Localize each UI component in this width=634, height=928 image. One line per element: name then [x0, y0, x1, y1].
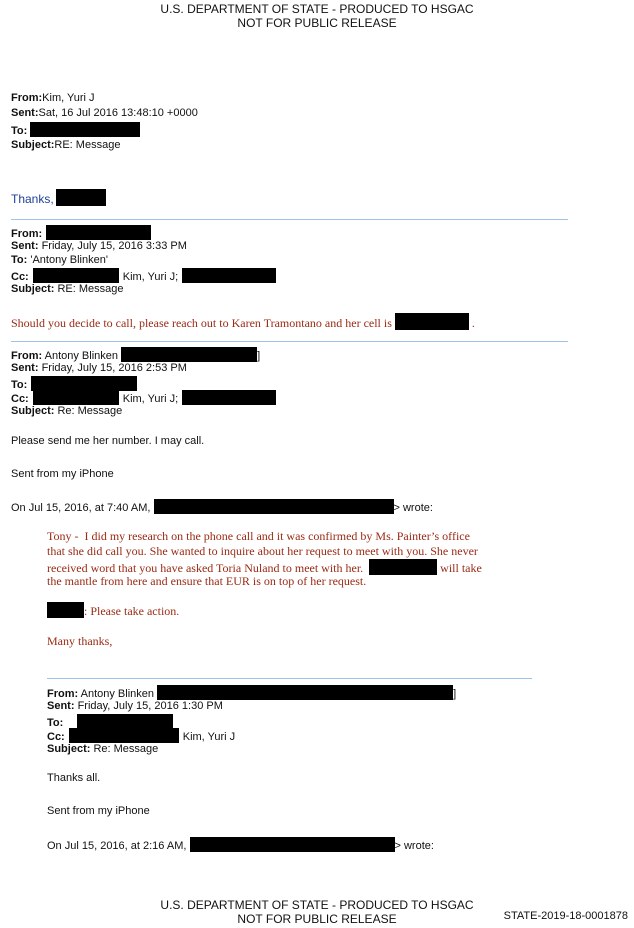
redaction-box — [121, 347, 257, 362]
quoted-para-1-line-1 — [47, 529, 470, 544]
email1-subject — [11, 139, 120, 152]
sent-value: Friday, July 15, 2016 2:53 PM — [41, 362, 187, 374]
from-label: From: — [11, 92, 43, 104]
document-number: STATE-2019-18-0001878 — [503, 910, 628, 922]
separator-line — [47, 678, 532, 679]
redaction-box — [395, 313, 469, 330]
quote-intro-text: On Jul 15, 2016, at 2:16 AM, — [47, 840, 187, 852]
email4-cc — [47, 728, 235, 744]
sent-value: Friday, July 15, 2016 3:33 PM — [41, 240, 187, 252]
from-bracket: ] — [453, 688, 457, 700]
from-label: From: — [11, 228, 43, 240]
redaction-box — [157, 685, 453, 700]
email3-from — [11, 347, 260, 363]
email3-body-1: Please send me her number. I may call. — [11, 435, 205, 447]
quoted-para-2 — [47, 602, 179, 619]
email1-from — [11, 92, 95, 105]
para-text-end: will take — [440, 561, 482, 575]
body-end: . — [471, 316, 475, 330]
redaction-box — [33, 268, 119, 283]
email3-quote-intro — [11, 499, 433, 515]
email4-subject — [47, 743, 158, 756]
subject-label: Subject: — [11, 283, 55, 295]
quoted-para-1-line-2: that she did call you. She wanted to inquire about her request to meet with you. She never — [47, 544, 478, 558]
quote-wrote: > wrote: — [393, 502, 433, 514]
from-value: Antony Blinken — [44, 350, 119, 362]
tony-label: Tony - — [47, 529, 79, 543]
from-value: Kim, Yuri J — [42, 92, 95, 104]
redaction-box — [369, 559, 437, 575]
redaction-box — [190, 837, 395, 852]
subject-label: Subject: — [47, 743, 91, 755]
email2-to — [11, 254, 108, 267]
sent-label: Sent: — [11, 107, 39, 119]
redaction-box — [47, 602, 84, 618]
header-line-2: NOT FOR PUBLIC RELEASE — [237, 16, 397, 30]
to-label: To: — [11, 254, 28, 266]
subject-label: Subject: — [11, 139, 55, 151]
header-line-1: U.S. DEPARTMENT OF STATE - PRODUCED TO HSGAC — [160, 2, 474, 16]
body-text: Thanks, — [11, 192, 54, 206]
para-text: I did my research on the phone call and it was confirmed by Ms. Painter’s office — [84, 529, 470, 543]
cc-value: Kim, Yuri J; — [122, 393, 179, 405]
cc-value: Kim, Yuri J; — [122, 271, 179, 283]
to-label: To: — [11, 379, 28, 391]
page-header — [0, 2, 634, 30]
para-text: received word that you have asked Toria Nuland to meet with her. — [47, 561, 364, 575]
email3-body-2: Sent from my iPhone — [11, 468, 114, 480]
sent-label: Sent: — [11, 362, 39, 374]
subject-value: Re: Message — [93, 743, 159, 755]
sent-value: Friday, July 15, 2016 1:30 PM — [77, 700, 223, 712]
email3-sent — [11, 362, 187, 375]
sent-label: Sent: — [11, 240, 39, 252]
footer-line-1: U.S. DEPARTMENT OF STATE - PRODUCED TO HSGAC — [160, 898, 474, 912]
from-value: Antony Blinken — [80, 688, 155, 700]
email3-cc — [11, 390, 276, 406]
separator-line — [11, 341, 568, 342]
email2-cc — [11, 268, 276, 284]
sent-label: Sent: — [47, 700, 75, 712]
body-text: Should you decide to call, please reach out to Karen Tramontano and her cell is — [11, 316, 392, 330]
email2-sent — [11, 240, 187, 253]
redaction-box — [33, 390, 119, 405]
quoted-para-1-line-4: the mantle from here and ensure that EUR is on top of her request. — [47, 574, 367, 588]
para-text: : Please take action. — [84, 604, 180, 618]
to-label: To: — [47, 717, 64, 729]
email4-from — [47, 685, 456, 701]
subject-value: RE: Message — [54, 139, 121, 151]
email4-quote-intro — [47, 837, 434, 853]
subject-value: RE: Message — [57, 283, 124, 295]
sent-value: Sat, 16 Jul 2016 13:48:10 +0000 — [38, 107, 198, 119]
quote-wrote: > wrote: — [394, 840, 434, 852]
redaction-box — [31, 376, 137, 391]
cc-value: Kim, Yuri J — [182, 731, 236, 743]
separator-line — [11, 219, 568, 220]
cc-label: Cc: — [47, 731, 65, 743]
email4-sent — [47, 700, 223, 713]
email2-from — [11, 225, 151, 241]
cc-label: Cc: — [11, 271, 29, 283]
from-label: From: — [11, 350, 43, 362]
cc-label: Cc: — [11, 393, 29, 405]
to-value: 'Antony Blinken' — [30, 254, 108, 266]
redaction-box — [30, 122, 140, 137]
email2-subject — [11, 283, 124, 296]
subject-label: Subject: — [11, 405, 55, 417]
from-label: From: — [47, 688, 79, 700]
redaction-box — [182, 390, 276, 405]
email1-body — [11, 189, 106, 206]
redaction-box — [77, 714, 173, 729]
email4-body-1: Thanks all. — [47, 772, 101, 784]
email1-to — [11, 122, 140, 138]
quoted-para-3: Many thanks, — [47, 634, 113, 648]
footer-line-2: NOT FOR PUBLIC RELEASE — [237, 912, 397, 926]
email3-subject — [11, 405, 122, 418]
subject-value: Re: Message — [57, 405, 123, 417]
redaction-box — [56, 189, 106, 206]
email4-body-2: Sent from my iPhone — [47, 805, 150, 817]
redaction-box — [154, 499, 394, 514]
from-bracket: ] — [257, 350, 261, 362]
to-label: To: — [11, 125, 28, 137]
redaction-box — [69, 728, 179, 743]
email1-sent — [11, 107, 198, 120]
redaction-box — [182, 268, 276, 283]
email2-body — [11, 313, 475, 331]
redaction-box — [46, 225, 151, 240]
quote-intro-text: On Jul 15, 2016, at 7:40 AM, — [11, 502, 151, 514]
